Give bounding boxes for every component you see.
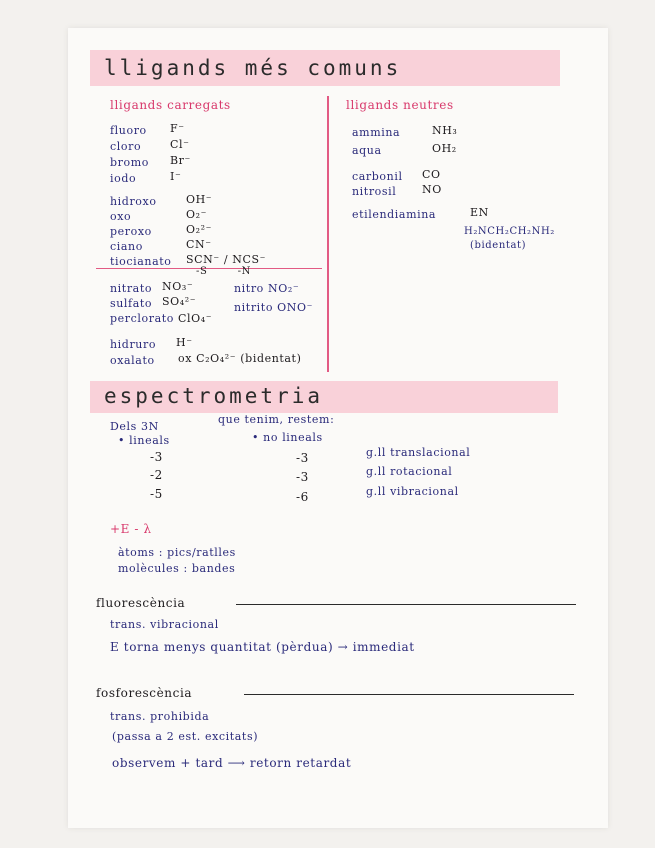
ligand-formula: OH⁻ xyxy=(186,193,213,206)
ligand-name: aqua xyxy=(352,144,382,157)
ligand-formula: NO₃⁻ xyxy=(162,280,194,293)
spectro-intro: Dels 3N xyxy=(110,420,159,433)
nonlinear-value: -6 xyxy=(296,490,309,504)
fosfor-rule xyxy=(244,694,574,695)
ligand-name: bromo xyxy=(110,156,149,169)
ligand-name: ciano xyxy=(110,240,143,253)
spectro-intro-right: que tenim, restem: xyxy=(218,413,335,426)
ligand-formula: EN xyxy=(470,206,489,219)
atoms-line: àtoms : pics/ratlles xyxy=(118,546,236,559)
column-divider xyxy=(327,96,329,372)
ligand-name: hidruro xyxy=(110,338,157,351)
fluor-line1: trans. vibracional xyxy=(110,618,219,631)
page-title: lligands més comuns xyxy=(104,56,402,80)
energy-line: +E - λ xyxy=(110,522,152,536)
ligand-formula: NO xyxy=(422,183,442,196)
ligand-formula: ClO₄⁻ xyxy=(178,312,213,325)
linear-heading: • lineals xyxy=(118,434,170,447)
ligand-name: nitrato xyxy=(110,282,153,295)
spectro-title: espectrometria xyxy=(104,384,324,408)
ligand-name: perclorato xyxy=(110,312,174,325)
ligand-formula: O₂⁻ xyxy=(186,208,208,221)
ligand-name: peroxo xyxy=(110,225,152,238)
ligand-name: etilendiamina xyxy=(352,208,437,221)
ligand-formula: O₂²⁻ xyxy=(186,223,213,236)
nitro-item: nitro NO₂⁻ xyxy=(234,282,300,295)
tiocianato-note: -S -N xyxy=(196,266,251,277)
linear-value: -3 xyxy=(150,450,163,464)
ligand-formula: NH₃ xyxy=(432,124,458,137)
degree-label: g.ll rotacional xyxy=(366,465,453,478)
fluor-rule xyxy=(236,604,576,605)
fosfor-line2: (passa a 2 est. excitats) xyxy=(112,730,259,743)
ligand-formula: F⁻ xyxy=(170,122,185,135)
fluor-line2: E torna menys quantitat (pèrdua) → immediat xyxy=(110,640,415,654)
charged-heading: lligands carregats xyxy=(110,98,231,112)
ligand-name: iodo xyxy=(110,172,137,185)
ligand-formula: CO xyxy=(422,168,441,181)
ligand-name: cloro xyxy=(110,140,142,153)
ligand-formula: Br⁻ xyxy=(170,154,191,167)
nonlinear-value: -3 xyxy=(296,451,309,465)
ligand-name: nitrosil xyxy=(352,185,397,198)
degree-label: g.ll translacional xyxy=(366,446,471,459)
ligand-name: ammina xyxy=(352,126,401,139)
linear-value: -5 xyxy=(150,487,163,501)
ligand-name: hidroxo xyxy=(110,195,157,208)
ligand-formula: ox C₂O₄²⁻ (bidentat) xyxy=(178,352,302,365)
ligand-formula: SO₄²⁻ xyxy=(162,295,197,308)
nitrito-item: nitrito ONO⁻ xyxy=(234,301,314,314)
en-formula: H₂NCH₂CH₂NH₂ xyxy=(464,226,555,237)
ligand-formula: Cl⁻ xyxy=(170,138,190,151)
neutral-heading: lligands neutres xyxy=(346,98,454,112)
ligand-name: oxo xyxy=(110,210,132,223)
ligand-formula: H⁻ xyxy=(176,336,193,349)
ligand-name: tiocianato xyxy=(110,255,172,268)
fluor-title: fluorescència xyxy=(96,596,186,610)
linear-value: -2 xyxy=(150,468,163,482)
en-note: (bidentat) xyxy=(470,240,527,251)
ligand-name: oxalato xyxy=(110,354,155,367)
fosfor-line1: trans. prohibida xyxy=(110,710,210,723)
ligand-formula: I⁻ xyxy=(170,170,182,183)
molecules-line: molècules : bandes xyxy=(118,562,236,575)
nonlinear-value: -3 xyxy=(296,470,309,484)
fosfor-line3: observem + tard ⟶ retorn retardat xyxy=(112,756,352,770)
ligand-name: fluoro xyxy=(110,124,147,137)
ligand-name: sulfato xyxy=(110,297,153,310)
degree-label: g.ll vibracional xyxy=(366,485,459,498)
ligand-formula: CN⁻ xyxy=(186,238,212,251)
ligand-formula: OH₂ xyxy=(432,142,457,155)
fosfor-title: fosforescència xyxy=(96,686,193,700)
nonlinear-heading: • no lineals xyxy=(252,431,323,444)
ligand-name: carbonil xyxy=(352,170,403,183)
ligand-formula: SCN⁻ / NCS⁻ xyxy=(186,253,267,266)
